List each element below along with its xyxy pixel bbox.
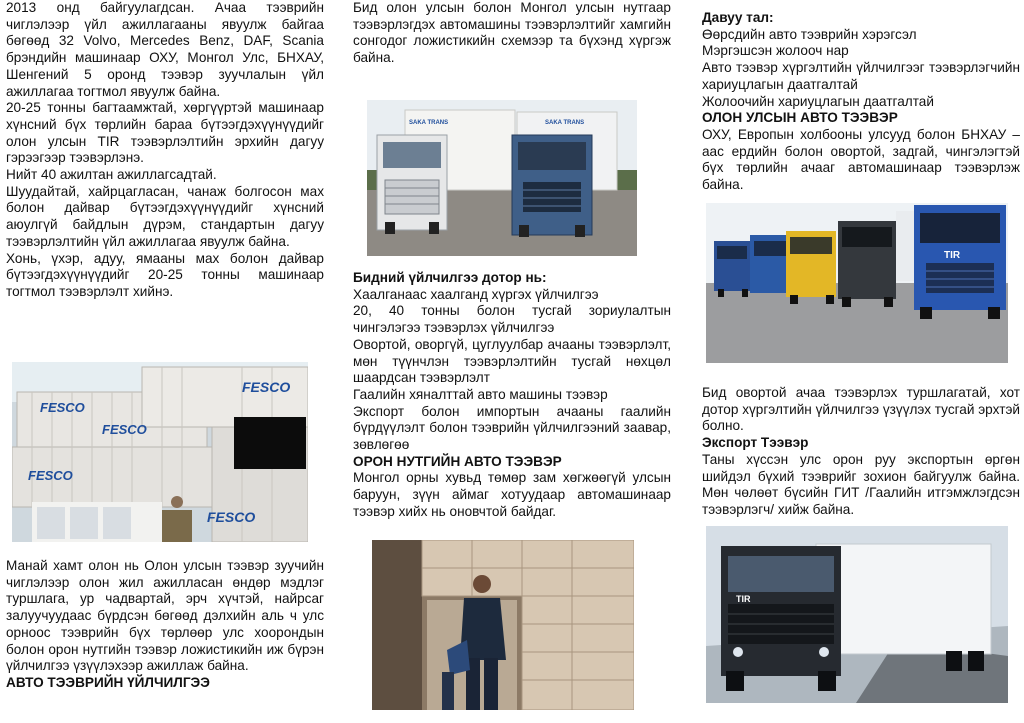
team-paragraph: Манай хамт олон нь Олон улсын тээвэр зуучийн чиглэлээр олон жил ажилласан өндөр мэдлэг туршлага, ур чадвартай, эрч хүчтэй, найрсаг залуучуудаас бүрдсэн бөгөөд дэлхийн аль ч улс орноос тээврийн бүх төрлөөр улс хоорондын болон орон нутгийн тээвэр ложистикийн иж бүрэн үйлчилгээ үзүүлэхээр ажиллаж байна.	[6, 558, 324, 674]
service-item: Экспорт болон импортын ачааны гаалийн бүрдүүлэлт болон тээврийн үйлчилгээний заавар, зөвлөгөө	[353, 403, 671, 453]
paragraph: Хонь, үхэр, адуу, ямааны мах болон дайвар бүтээгдэхүүнүүдийг 20-25 тонны машинаар тогтмол тээвэрлэлт хийнэ.	[6, 250, 324, 299]
intro-text	[6, 0, 324, 301]
container-logo: FESCO	[102, 422, 147, 437]
column-1	[6, 0, 324, 301]
advantages-title: Давуу тал:	[702, 10, 774, 25]
container-logo: FESCO	[242, 379, 291, 395]
container-logo: FESCO	[28, 468, 73, 483]
truck-logo: SAKA TRANS	[409, 120, 449, 126]
photo-containers	[12, 362, 308, 542]
services-title: Бидний үйлчилгээ дотор нь:	[353, 270, 547, 285]
tir-plate: TIR	[944, 250, 961, 261]
intl-title: ОЛОН УЛСЫН АВТО ТЭЭВЭР	[702, 110, 898, 126]
tir-plate: TIR	[736, 594, 751, 604]
paragraph: Нийт 40 ажилтан ажиллагсадтай.	[6, 167, 217, 183]
column-2	[353, 0, 671, 67]
advantage-item: Мэргэшсэн жолооч нар	[702, 43, 849, 59]
service-item: Хаалганаас хаалганд хүргэх үйлчилгээ	[353, 286, 599, 302]
city-paragraph: Бид овортой ачаа тээвэрлэх туршлагатай, хот дотор хүргэлтийн үйлчилгээ үзүүлэх тусгай эрхтэй болно.	[702, 385, 1020, 434]
paragraph: 20-25 тонны багтаамжтай, хөргүүртэй машинаар хүнсний бүх төрлийн бараа бүтээгдэхүүнүүдийг олон улсын TIR тээвэрлэлтийн эрхийн дагуу гэрээгээр тээвэрлэнэ.	[6, 100, 324, 166]
service-item: Овортой, оворгүй, цуглуулбар ачааны тээвэрлэлт, мөн түүнчлэн тээвэрлэлтийн тусгай нөхцөл шаардсан тээвэрлэлт	[353, 336, 671, 386]
paragraph: 2013 онд байгуулагдсан. Ачаа тээврийн чиглэлээр үйл ажиллагааны явуулж байгаа бөгөөд 32 Volvo, Mercedes Benz, DAF, Scania брэндийн машинаар ОХУ, Монгол Улс, БНХАУ, Шенгений 5 оронд тээвэр зуучлалын үйл ажиллагаа тогтмол явуулж байна.	[6, 0, 324, 99]
photo-trucks-parked	[367, 100, 637, 256]
export-paragraph: Таны хүссэн улс орон руу экспортын өргөн шийдэл бүхий тээврийг зохион байгуулж байна. Мөн чөлөөт бүсийн ГИТ /Гаалийн итгэмжлэгдсэн тээвэрлэгч/ хийж байна.	[702, 451, 1020, 517]
intro-paragraph: Бид олон улсын болон Монгол улсын нутгаар тээвэрлэгдэх автомашины тээвэрлэлтийг хамгийн сонгодог ложистикийн схемээр та бүхэнд хүргэж байна.	[353, 0, 671, 66]
advantage-item: Жолоочийн хариуцлагын даатгалтай	[702, 93, 934, 109]
domestic-title: ОРОН НУТГИЙН АВТО ТЭЭВЭР	[353, 453, 562, 469]
advantage-item: Авто тээвэр хүргэлтийн үйлчилгээг тээвэрлэгчийн хариуцлагын даатгалтай	[702, 60, 1020, 92]
paragraph: Шуудайтай, хайрцагласан, чанаж болгосон мах болон дайвар бүтээгдэхүүнүүдийг хүнсний аюулгүй байдлын дүрэм, стандартын дагуу тээвэрлэлтийн үйл ажиллагаа явуулж байна.	[6, 183, 324, 249]
column-3	[702, 10, 1020, 194]
service-item: 20, 40 тонны болон тусгай зориулалтын чингэлэгээ тээвэрлэх үйлчилгээ	[353, 303, 671, 336]
advantage-item: Өөрсдийн авто тээврийн хэрэгсэл	[702, 26, 917, 42]
intl-paragraph: ОХУ, Европын холбооны улсууд болон БНХАУ –аас ердийн болон овортой, задгай, чингэлэгтэй бүх төрлийн ачааг автомашинаар тээвэрлэж байна.	[702, 126, 1020, 193]
export-title: Экспорт Тээвэр	[702, 435, 809, 451]
domestic-paragraph: Монгол орны хувьд төмөр зам хөгжөөгүй улсын баруун, зүүн аймаг хотуудаар автомашинаар тээвэр хийх нь оновчтой байдаг.	[353, 470, 671, 519]
photo-truck-snow	[706, 526, 1008, 703]
photo-warehouse-workers	[372, 540, 634, 710]
container-logo: FESCO	[40, 400, 85, 415]
truck-logo: SAKA TRANS	[545, 120, 585, 126]
photo-truck-fleet	[706, 203, 1008, 363]
section-heading: АВТО ТЭЭВРИЙН ҮЙЛЧИЛГЭЭ	[6, 674, 210, 690]
column-2-services	[353, 270, 671, 521]
column-3-middle	[702, 385, 1020, 519]
column-1-bottom	[6, 558, 324, 692]
service-item: Гаалийн хяналттай авто машины тээвэр	[353, 386, 608, 402]
container-logo: FESCO	[207, 509, 256, 525]
